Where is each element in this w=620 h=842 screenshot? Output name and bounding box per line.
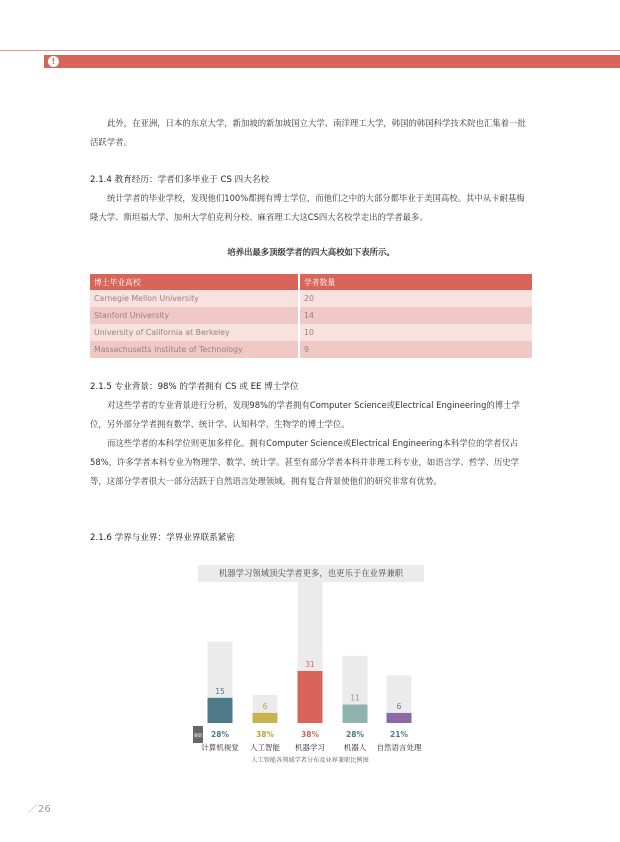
table-row xyxy=(90,290,532,307)
category-label: 人工智能 xyxy=(250,743,280,752)
bar-value-label: 6 xyxy=(262,701,268,711)
table-header-count: 学者数量 xyxy=(299,274,532,290)
pct-row-label: 兼职 xyxy=(193,734,203,739)
table-cell-count: 9 xyxy=(299,341,532,358)
table-cell-school: Carnegie Mellon University xyxy=(90,290,299,307)
table-caption: 培养出最多顶级学者的四大高校如下表所示。 xyxy=(227,247,395,257)
paragraph-major-phd: 对这些学者的专业背景进行分析，发现98%的学者拥有Computer Science或Electrical Engineering的博士学位，另外部分学者拥有数学、统计学、认知科学、生物学的博士学位。 xyxy=(90,400,520,429)
data-bar xyxy=(208,698,233,723)
table-cell-count: 10 xyxy=(299,324,532,341)
category-label: 计算机视觉 xyxy=(201,743,239,752)
pct-label: 21% xyxy=(390,730,408,739)
pct-label: 38% xyxy=(301,730,319,739)
schools-table xyxy=(90,274,532,358)
table-cell-school: Stanford University xyxy=(90,307,299,324)
section-heading-215: 2.1.5 专业背景：98% 的学者拥有 CS 或 EE 博士学位 xyxy=(90,382,299,392)
pct-label: 38% xyxy=(256,730,274,739)
data-bar xyxy=(343,705,368,723)
table-cell-school: University of California at Berkeley xyxy=(90,324,299,341)
table-header-row xyxy=(90,274,532,290)
pct-label: 28% xyxy=(211,730,229,739)
chart-title: 机器学习领域顶尖学者更多，也更乐于在业界兼职 xyxy=(198,565,424,582)
bar-value-label: 11 xyxy=(350,693,360,703)
chart-note: 人工智能各领域学者分布及业界兼职比例图 xyxy=(251,757,369,764)
bar-value-label: 31 xyxy=(305,660,315,669)
table-cell-count: 20 xyxy=(299,290,532,307)
category-label: 机器学习 xyxy=(295,743,325,752)
category-label: 自然语言处理 xyxy=(376,743,422,752)
field-distribution-chart xyxy=(190,580,430,770)
bar-value-label: 15 xyxy=(215,686,225,696)
paragraph-major-undergrad: 而这些学者的本科学位则更加多样化。拥有Computer Science或Electrical Engineering本科学位的学者仅占58%，许多学者本科专业为物理学、数学、统计学。甚至有部分学者本科并非理工科专业，如语言学、哲学、历史学等，这部分学者很大一部分活跃于自然语言处理领域，拥有复合背景使他们的研究非常有优势。 xyxy=(90,438,519,486)
info-icon: ! xyxy=(48,56,59,67)
section-heading-216: 2.1.6 学界与业界：学界业界联系紧密 xyxy=(90,533,235,543)
table-row xyxy=(90,324,532,341)
data-bar xyxy=(387,713,412,723)
table-header-school: 博士毕业高校 xyxy=(90,274,299,290)
bar-value-label: 6 xyxy=(396,701,402,711)
page-number: ／26 xyxy=(28,804,51,815)
section-heading-214: 2.1.4 教育经历：学者们多毕业于 CS 四大名校 xyxy=(90,175,270,185)
header-banner xyxy=(44,55,620,68)
category-label: 机器人 xyxy=(343,743,367,752)
table-cell-count: 14 xyxy=(299,307,532,324)
pct-label: 28% xyxy=(346,730,364,739)
paragraph-asia: 此外，在亚洲，日本的东京大学，新加坡的新加坡国立大学、南洋理工大学，韩国的韩国科学技术院也汇集着一批活跃学者。 xyxy=(90,118,526,147)
table-cell-school: Massachusetts Institute of Technology xyxy=(90,341,299,358)
data-bar xyxy=(253,713,278,723)
table-row xyxy=(90,307,532,324)
paragraph-education: 统计学者的毕业学校，发现他们100%都拥有博士学位，而他们之中的大部分都毕业于美国高校。其中从卡耐基梅隆大学、斯坦福大学、加州大学伯克利分校、麻省理工大这CS四大名校学走出的学者最多。 xyxy=(90,193,525,222)
header-rule xyxy=(0,50,620,51)
data-bar xyxy=(298,671,323,723)
table-row xyxy=(90,341,532,358)
